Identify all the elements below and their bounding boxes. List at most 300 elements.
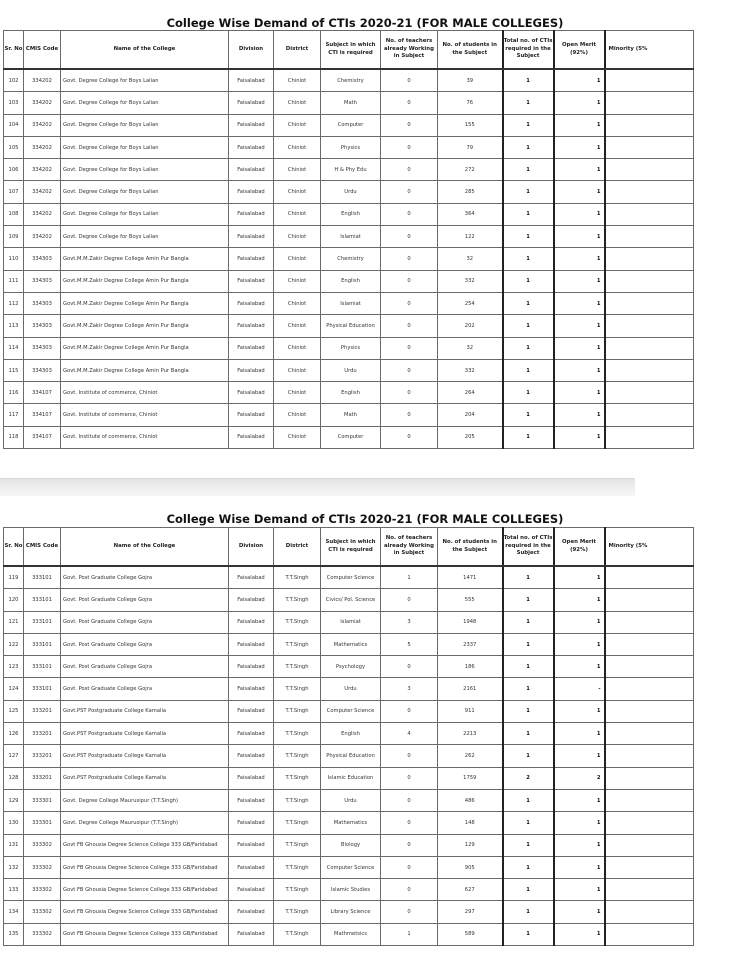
cell-division: Faisalabad	[229, 745, 274, 767]
cell-minority	[605, 226, 694, 248]
table-row	[4, 678, 694, 700]
cell-students: 32	[438, 337, 503, 359]
cell-college-name: Govt.PST Postgraduate College Kamalia	[61, 745, 229, 767]
cell-teachers: 0	[381, 404, 438, 426]
cell-teachers: 0	[381, 337, 438, 359]
cell-subject: Islamiat	[321, 611, 381, 633]
cell-college-name: Govt.M.M.Zakir Degree College Amin Pur Bangla	[61, 359, 229, 381]
cell-district: T.T.Singh	[274, 879, 321, 901]
cell-district: T.T.Singh	[274, 923, 321, 945]
cell-total-ctis: 1	[503, 181, 554, 203]
cell-total-ctis: 1	[503, 656, 554, 678]
cell-college-name: Govt. Degree College Maurusipur (T.T.Singh)	[61, 789, 229, 811]
cell-total-ctis: 1	[503, 923, 554, 945]
cell-district: T.T.Singh	[274, 633, 321, 655]
cell-open-merit: 1	[554, 589, 605, 611]
cell-teachers: 0	[381, 114, 438, 136]
cell-subject: Chemistry	[321, 248, 381, 270]
cell-college-name: Govt.M.M.Zakir Degree College Amin Pur Bangla	[61, 315, 229, 337]
cell-minority	[605, 248, 694, 270]
cell-students: 186	[438, 656, 503, 678]
cell-cmis-code: 333301	[24, 812, 61, 834]
cell-students: 155	[438, 114, 503, 136]
cell-teachers: 0	[381, 426, 438, 448]
table-header-row	[4, 528, 694, 567]
cell-teachers: 1	[381, 923, 438, 945]
cell-cmis-code: 334303	[24, 292, 61, 314]
cell-total-ctis: 1	[503, 426, 554, 448]
document-page-2	[0, 495, 648, 960]
table-row	[4, 767, 694, 789]
cell-sr-no: 104	[4, 114, 24, 136]
cell-open-merit: 1	[554, 315, 605, 337]
table-row	[4, 359, 694, 381]
cell-district: T.T.Singh	[274, 901, 321, 923]
cell-teachers: 0	[381, 789, 438, 811]
cell-division: Faisalabad	[229, 879, 274, 901]
cell-college-name: Govt. Degree College for Boys Lalian	[61, 114, 229, 136]
table-row	[4, 292, 694, 314]
cell-college-name: Govt. Post Graduate College Gojra	[61, 678, 229, 700]
cell-total-ctis: 1	[503, 834, 554, 856]
table-body	[4, 566, 694, 946]
cell-district: Chiniot	[274, 69, 321, 92]
cell-minority	[605, 767, 694, 789]
cell-sr-no: 131	[4, 834, 24, 856]
cell-subject: Mathematics	[321, 812, 381, 834]
cell-total-ctis: 1	[503, 292, 554, 314]
cell-open-merit: 1	[554, 404, 605, 426]
cell-students: 129	[438, 834, 503, 856]
cell-minority	[605, 404, 694, 426]
cell-sr-no: 105	[4, 136, 24, 158]
table-row	[4, 633, 694, 655]
cell-teachers: 0	[381, 901, 438, 923]
cell-cmis-code: 334202	[24, 114, 61, 136]
cell-teachers: 0	[381, 315, 438, 337]
header-total-ctis: Total no. of CTIs required in the Subject	[503, 31, 554, 70]
header-sr-no: Sr. No	[4, 31, 24, 70]
header-district: District	[274, 31, 321, 70]
cell-minority	[605, 426, 694, 448]
cell-total-ctis: 1	[503, 700, 554, 722]
page-title: College Wise Demand of CTIs 2020-21 (FOR MALE COLLEGES)	[166, 512, 564, 526]
cell-subject: Math	[321, 92, 381, 114]
cell-teachers: 0	[381, 359, 438, 381]
cell-division: Faisalabad	[229, 589, 274, 611]
cell-open-merit: 1	[554, 723, 605, 745]
table-row	[4, 923, 694, 945]
header-minority: Minority (5%	[605, 528, 694, 567]
cell-cmis-code: 334303	[24, 359, 61, 381]
cell-total-ctis: 1	[503, 270, 554, 292]
cell-teachers: 0	[381, 745, 438, 767]
cell-college-name: Govt. Degree College for Boys Lalian	[61, 92, 229, 114]
cell-subject: Civics/ Pol. Science	[321, 589, 381, 611]
cell-district: Chiniot	[274, 315, 321, 337]
cell-sr-no: 110	[4, 248, 24, 270]
cell-students: 262	[438, 745, 503, 767]
cell-district: Chiniot	[274, 136, 321, 158]
table-row	[4, 723, 694, 745]
cell-teachers: 0	[381, 136, 438, 158]
cell-open-merit: 1	[554, 700, 605, 722]
cell-open-merit: 1	[554, 181, 605, 203]
cell-teachers: 0	[381, 203, 438, 225]
cell-open-merit: 1	[554, 136, 605, 158]
cell-division: Faisalabad	[229, 382, 274, 404]
cell-sr-no: 119	[4, 566, 24, 589]
cell-subject: Mathmetsics	[321, 923, 381, 945]
cell-cmis-code: 333302	[24, 856, 61, 878]
cell-open-merit: 1	[554, 203, 605, 225]
cell-total-ctis: 1	[503, 92, 554, 114]
cell-district: Chiniot	[274, 203, 321, 225]
cell-subject: Physics	[321, 337, 381, 359]
cell-students: 364	[438, 203, 503, 225]
cell-open-merit: 1	[554, 114, 605, 136]
cell-open-merit: 1	[554, 812, 605, 834]
cell-open-merit: 1	[554, 292, 605, 314]
cell-teachers: 0	[381, 812, 438, 834]
cell-students: 204	[438, 404, 503, 426]
cell-division: Faisalabad	[229, 404, 274, 426]
cell-college-name: Govt. Degree College for Boys Lalian	[61, 226, 229, 248]
cell-students: 2161	[438, 678, 503, 700]
cell-college-name: Govt. Institute of commerce, Chiniot	[61, 426, 229, 448]
cell-cmis-code: 333302	[24, 879, 61, 901]
cell-cmis-code: 334202	[24, 203, 61, 225]
cell-cmis-code: 333101	[24, 678, 61, 700]
cell-minority	[605, 69, 694, 92]
cell-students: 76	[438, 92, 503, 114]
cell-district: Chiniot	[274, 270, 321, 292]
cell-total-ctis: 1	[503, 136, 554, 158]
cell-district: Chiniot	[274, 337, 321, 359]
cell-sr-no: 127	[4, 745, 24, 767]
cell-students: 1471	[438, 566, 503, 589]
header-open-merit: Open Merit (92%)	[554, 528, 605, 567]
cell-open-merit: 1	[554, 901, 605, 923]
cell-division: Faisalabad	[229, 633, 274, 655]
cell-college-name: Govt. Post Graduate College Gojra	[61, 633, 229, 655]
cell-division: Faisalabad	[229, 767, 274, 789]
cell-total-ctis: 1	[503, 589, 554, 611]
cell-cmis-code: 334202	[24, 69, 61, 92]
table-row	[4, 315, 694, 337]
cell-students: 254	[438, 292, 503, 314]
cell-division: Faisalabad	[229, 700, 274, 722]
cell-students: 32	[438, 248, 503, 270]
cell-district: T.T.Singh	[274, 678, 321, 700]
cell-total-ctis: 1	[503, 248, 554, 270]
cell-college-name: Govt. Post Graduate College Gojra	[61, 566, 229, 589]
cell-minority	[605, 181, 694, 203]
cell-total-ctis: 1	[503, 789, 554, 811]
cell-teachers: 0	[381, 248, 438, 270]
table-row	[4, 226, 694, 248]
cell-total-ctis: 1	[503, 159, 554, 181]
header-open-merit: Open Merit (92%)	[554, 31, 605, 70]
cell-subject: English	[321, 723, 381, 745]
cell-subject: Physical Education	[321, 315, 381, 337]
cell-district: Chiniot	[274, 92, 321, 114]
cell-total-ctis: 1	[503, 69, 554, 92]
cell-subject: English	[321, 203, 381, 225]
cell-total-ctis: 1	[503, 359, 554, 381]
cell-students: 297	[438, 901, 503, 923]
cell-college-name: Govt.M.M.Zakir Degree College Amin Pur Bangla	[61, 337, 229, 359]
header-college-name: Name of the College	[61, 528, 229, 567]
cell-sr-no: 111	[4, 270, 24, 292]
cell-minority	[605, 270, 694, 292]
header-cmis-code: CMIS Code	[24, 528, 61, 567]
cell-subject: English	[321, 382, 381, 404]
cell-college-name: Govt FB Ghousia Degree Science College 333 GB/Faridabad	[61, 879, 229, 901]
cell-sr-no: 113	[4, 315, 24, 337]
cell-district: T.T.Singh	[274, 723, 321, 745]
cell-minority	[605, 834, 694, 856]
cell-subject: Urdu	[321, 181, 381, 203]
cell-division: Faisalabad	[229, 566, 274, 589]
document-page-1	[0, 0, 648, 478]
cell-total-ctis: 1	[503, 226, 554, 248]
cell-cmis-code: 334303	[24, 337, 61, 359]
cell-minority	[605, 589, 694, 611]
cell-minority	[605, 292, 694, 314]
cell-cmis-code: 334202	[24, 92, 61, 114]
cell-district: T.T.Singh	[274, 856, 321, 878]
demand-table-1	[3, 30, 694, 449]
cell-open-merit: 1	[554, 248, 605, 270]
cell-division: Faisalabad	[229, 723, 274, 745]
cell-sr-no: 106	[4, 159, 24, 181]
cell-open-merit: 1	[554, 226, 605, 248]
cell-sr-no: 132	[4, 856, 24, 878]
header-division: Division	[229, 31, 274, 70]
cell-subject: Physics	[321, 136, 381, 158]
cell-teachers: 0	[381, 856, 438, 878]
cell-district: T.T.Singh	[274, 656, 321, 678]
cell-students: 79	[438, 136, 503, 158]
cell-sr-no: 122	[4, 633, 24, 655]
cell-college-name: Govt.M.M.Zakir Degree College Amin Pur Bangla	[61, 248, 229, 270]
cell-open-merit: 1	[554, 69, 605, 92]
cell-minority	[605, 745, 694, 767]
cell-teachers: 0	[381, 700, 438, 722]
table-row	[4, 611, 694, 633]
cell-minority	[605, 856, 694, 878]
cell-college-name: Govt. Degree College for Boys Lalian	[61, 181, 229, 203]
cell-minority	[605, 678, 694, 700]
table-row	[4, 270, 694, 292]
page-separator	[0, 478, 635, 496]
cell-college-name: Govt.PST Postgraduate College Kamalia	[61, 700, 229, 722]
cell-open-merit: 1	[554, 856, 605, 878]
cell-cmis-code: 333101	[24, 589, 61, 611]
cell-college-name: Govt FB Ghousia Degree Science College 333 GB/Faridabad	[61, 923, 229, 945]
cell-district: T.T.Singh	[274, 589, 321, 611]
cell-subject: Urdu	[321, 678, 381, 700]
cell-district: T.T.Singh	[274, 745, 321, 767]
cell-division: Faisalabad	[229, 337, 274, 359]
cell-division: Faisalabad	[229, 611, 274, 633]
cell-district: T.T.Singh	[274, 566, 321, 589]
cell-students: 332	[438, 270, 503, 292]
cell-open-merit: 1	[554, 566, 605, 589]
cell-open-merit: 1	[554, 611, 605, 633]
table-row	[4, 248, 694, 270]
cell-sr-no: 120	[4, 589, 24, 611]
cell-sr-no: 102	[4, 69, 24, 92]
cell-minority	[605, 611, 694, 633]
cell-cmis-code: 333101	[24, 611, 61, 633]
cell-students: 39	[438, 69, 503, 92]
cell-teachers: 4	[381, 723, 438, 745]
table-body	[4, 69, 694, 449]
cell-total-ctis: 1	[503, 337, 554, 359]
cell-sr-no: 124	[4, 678, 24, 700]
cell-subject: Computer Science	[321, 566, 381, 589]
cell-total-ctis: 1	[503, 382, 554, 404]
cell-district: Chiniot	[274, 359, 321, 381]
cell-sr-no: 130	[4, 812, 24, 834]
cell-open-merit: 1	[554, 656, 605, 678]
cell-cmis-code: 334202	[24, 159, 61, 181]
cell-open-merit: 1	[554, 92, 605, 114]
cell-total-ctis: 1	[503, 745, 554, 767]
cell-sr-no: 115	[4, 359, 24, 381]
cell-subject: Biology	[321, 834, 381, 856]
table-row	[4, 337, 694, 359]
cell-students: 555	[438, 589, 503, 611]
cell-students: 205	[438, 426, 503, 448]
cell-sr-no: 103	[4, 92, 24, 114]
cell-sr-no: 121	[4, 611, 24, 633]
cell-students: 2213	[438, 723, 503, 745]
cell-students: 148	[438, 812, 503, 834]
cell-total-ctis: 1	[503, 879, 554, 901]
table-row	[4, 700, 694, 722]
cell-division: Faisalabad	[229, 92, 274, 114]
cell-total-ctis: 1	[503, 203, 554, 225]
cell-district: Chiniot	[274, 159, 321, 181]
cell-division: Faisalabad	[229, 678, 274, 700]
cell-open-merit: 2	[554, 767, 605, 789]
cell-sr-no: 125	[4, 700, 24, 722]
cell-students: 486	[438, 789, 503, 811]
cell-cmis-code: 334107	[24, 382, 61, 404]
cell-students: 2337	[438, 633, 503, 655]
cell-sr-no: 116	[4, 382, 24, 404]
cell-division: Faisalabad	[229, 789, 274, 811]
table-row	[4, 382, 694, 404]
table-row	[4, 92, 694, 114]
cell-sr-no: 133	[4, 879, 24, 901]
cell-minority	[605, 359, 694, 381]
cell-district: T.T.Singh	[274, 611, 321, 633]
cell-subject: English	[321, 270, 381, 292]
cell-college-name: Govt. Degree College for Boys Lalian	[61, 203, 229, 225]
header-teachers: No. of teachers already Working in Subject	[381, 31, 438, 70]
cell-minority	[605, 812, 694, 834]
cell-total-ctis: 1	[503, 678, 554, 700]
table-row	[4, 901, 694, 923]
cell-college-name: Govt.M.M.Zakir Degree College Amin Pur Bangla	[61, 292, 229, 314]
cell-teachers: 0	[381, 589, 438, 611]
cell-subject: Chemistry	[321, 69, 381, 92]
cell-district: Chiniot	[274, 226, 321, 248]
table-row	[4, 114, 694, 136]
cell-division: Faisalabad	[229, 159, 274, 181]
cell-students: 1948	[438, 611, 503, 633]
cell-sr-no: 108	[4, 203, 24, 225]
cell-sr-no: 114	[4, 337, 24, 359]
table-row	[4, 566, 694, 589]
header-college-name: Name of the College	[61, 31, 229, 70]
cell-subject: Islamiat	[321, 226, 381, 248]
cell-cmis-code: 333101	[24, 566, 61, 589]
cell-division: Faisalabad	[229, 69, 274, 92]
cell-college-name: Govt. Degree College for Boys Lalian	[61, 159, 229, 181]
cell-open-merit: 1	[554, 159, 605, 181]
cell-sr-no: 134	[4, 901, 24, 923]
table-row	[4, 589, 694, 611]
cell-teachers: 0	[381, 92, 438, 114]
cell-sr-no: 128	[4, 767, 24, 789]
cell-cmis-code: 333302	[24, 834, 61, 856]
cell-subject: Computer	[321, 114, 381, 136]
header-teachers: No. of teachers already Working in Subject	[381, 528, 438, 567]
cell-minority	[605, 136, 694, 158]
cell-teachers: 3	[381, 678, 438, 700]
header-district: District	[274, 528, 321, 567]
cell-minority	[605, 879, 694, 901]
cell-district: T.T.Singh	[274, 767, 321, 789]
cell-division: Faisalabad	[229, 270, 274, 292]
cell-students: 264	[438, 382, 503, 404]
cell-division: Faisalabad	[229, 656, 274, 678]
cell-division: Faisalabad	[229, 315, 274, 337]
table-row	[4, 181, 694, 203]
cell-district: Chiniot	[274, 248, 321, 270]
table-row	[4, 745, 694, 767]
table-row	[4, 789, 694, 811]
cell-minority	[605, 315, 694, 337]
cell-sr-no: 135	[4, 923, 24, 945]
cell-teachers: 0	[381, 879, 438, 901]
cell-minority	[605, 633, 694, 655]
cell-division: Faisalabad	[229, 292, 274, 314]
cell-cmis-code: 333201	[24, 723, 61, 745]
cell-college-name: Govt. Degree College for Boys Lalian	[61, 136, 229, 158]
cell-division: Faisalabad	[229, 901, 274, 923]
cell-subject: Physical Education	[321, 745, 381, 767]
header-minority: Minority (5%	[605, 31, 694, 70]
cell-sr-no: 107	[4, 181, 24, 203]
cell-total-ctis: 1	[503, 315, 554, 337]
cell-subject: Computer	[321, 426, 381, 448]
cell-total-ctis: 1	[503, 611, 554, 633]
cell-open-merit: 1	[554, 337, 605, 359]
cell-total-ctis: 1	[503, 566, 554, 589]
cell-cmis-code: 333101	[24, 656, 61, 678]
cell-district: Chiniot	[274, 114, 321, 136]
demand-table-2	[3, 527, 694, 946]
cell-students: 911	[438, 700, 503, 722]
cell-sr-no: 126	[4, 723, 24, 745]
cell-minority	[605, 159, 694, 181]
